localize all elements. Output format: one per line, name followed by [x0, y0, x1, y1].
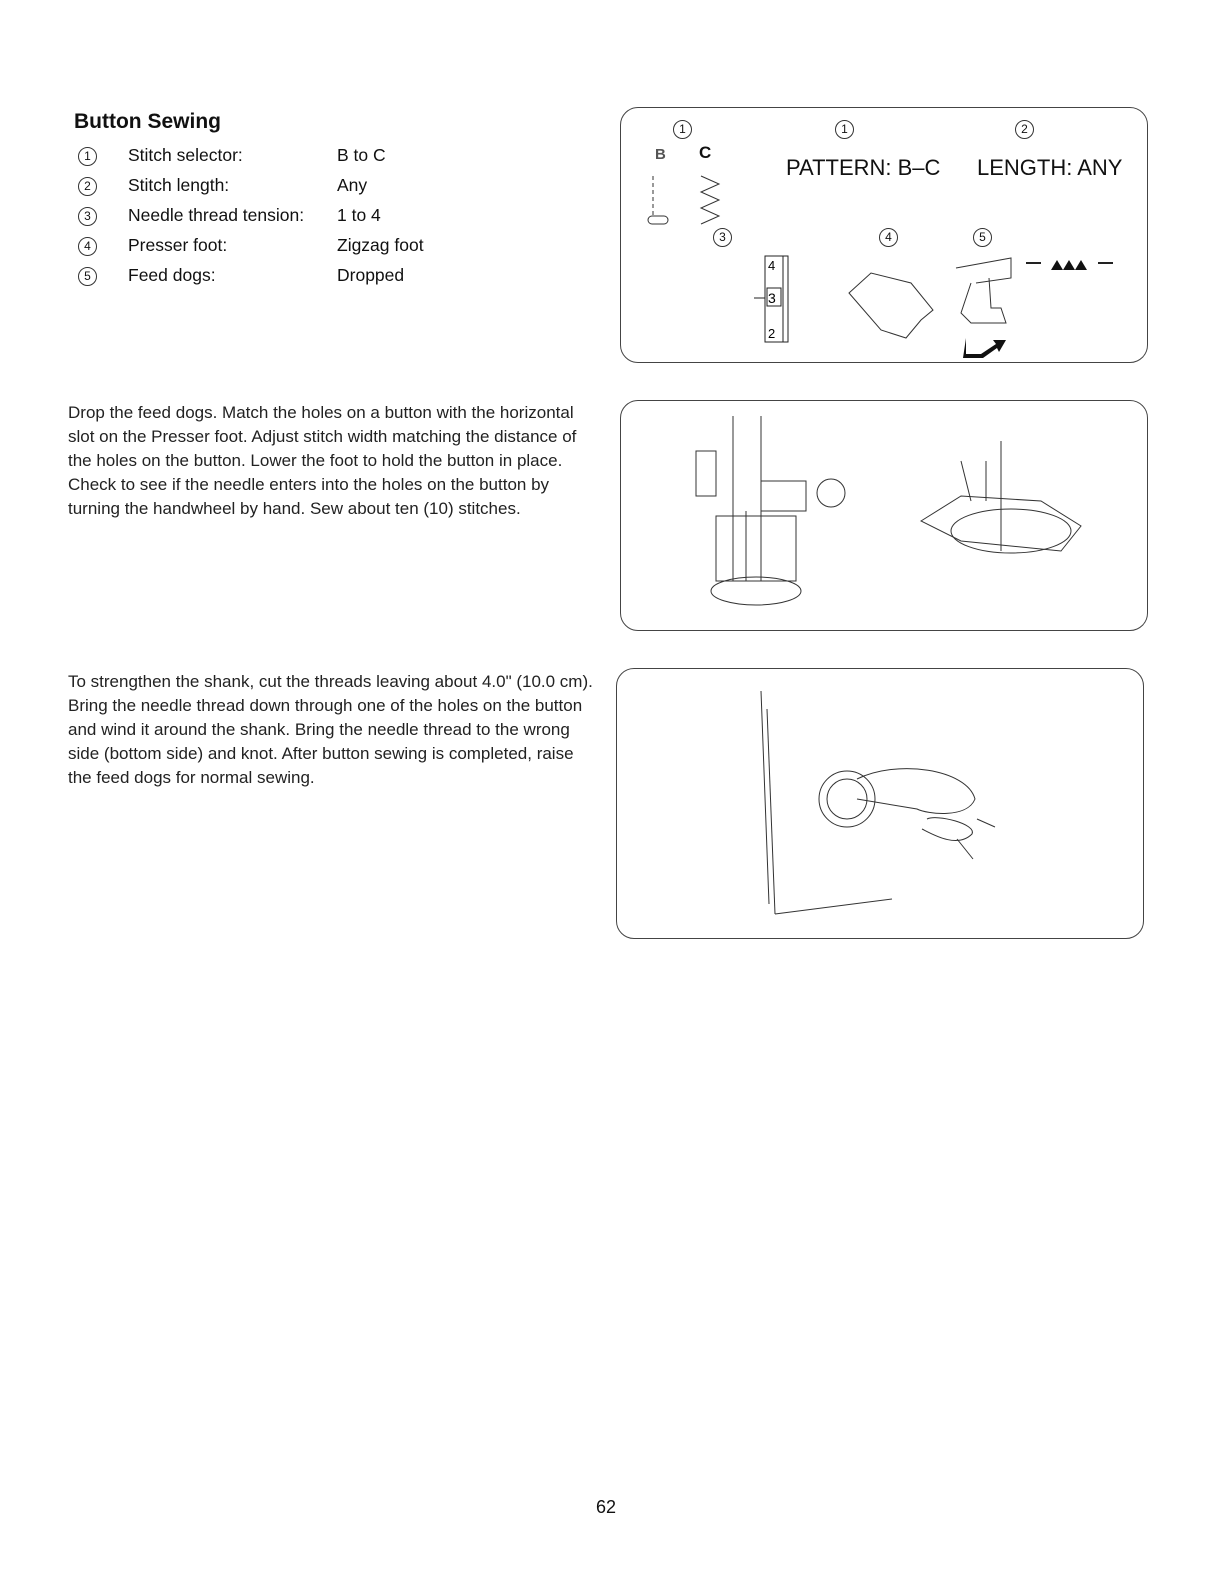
- item-number: 4: [78, 237, 97, 256]
- section-title: Button Sewing: [74, 110, 221, 133]
- item-number: 1: [835, 120, 854, 139]
- button-shank-hand-illustration: [617, 669, 1143, 938]
- setting-row: [78, 263, 405, 287]
- setting-row: [78, 173, 368, 197]
- item-number: 3: [78, 207, 97, 226]
- setting-value: 1 to 4: [337, 205, 381, 225]
- item-number: 2: [78, 177, 97, 196]
- setting-row: [78, 233, 424, 257]
- settings-diagram: [620, 107, 1148, 363]
- svg-text:2: 2: [768, 326, 776, 341]
- setting-label: Stitch length:: [128, 175, 230, 195]
- setting-label: Needle thread tension:: [128, 205, 305, 225]
- pattern-text: PATTERN: B–C: [786, 155, 941, 180]
- setting-value: Zigzag foot: [337, 235, 424, 255]
- setting-label: Feed dogs:: [128, 265, 216, 285]
- item-number: 3: [713, 228, 732, 247]
- drop-arrow-icon: [963, 338, 1006, 358]
- setting-row: [78, 203, 381, 227]
- length-text: LENGTH: ANY: [977, 155, 1123, 180]
- item-number: 1: [673, 120, 692, 139]
- svg-text:3: 3: [768, 290, 776, 306]
- setting-value: Any: [337, 175, 368, 195]
- setting-label: Stitch selector:: [128, 145, 243, 165]
- item-number: 1: [78, 147, 97, 166]
- setting-label: Presser foot:: [128, 235, 228, 255]
- presser-foot-icon: [956, 258, 1011, 323]
- page-number: 62: [596, 1497, 617, 1517]
- pattern-b-label: B: [655, 146, 666, 163]
- svg-text:4: 4: [768, 258, 776, 273]
- zigzag-stitch-icon: [701, 176, 719, 224]
- zigzag-foot-icon: [849, 273, 933, 338]
- setting-row: [78, 143, 386, 167]
- straight-stitch-icon: [648, 176, 668, 224]
- instruction-paragraph-1: Drop the feed dogs. Match the holes on a button with the horizontal slot on the Presser foot. Adjust stitch width matching the distance of the holes on the button. Lower the foot to hold the button in place. Check to see if the needle enters into the holes on the button by turning the handwheel by hand. Sew about ten (10) stitches.: [68, 403, 577, 518]
- item-number: 2: [1015, 120, 1034, 139]
- pattern-c-label: C: [699, 143, 712, 162]
- presser-foot-button-illustration: [621, 401, 1147, 630]
- item-number: 4: [879, 228, 898, 247]
- settings-illustration: [621, 108, 1147, 362]
- shank-winding-illustration: [616, 668, 1144, 939]
- item-number: 5: [78, 267, 97, 286]
- setting-value: B to C: [337, 145, 386, 165]
- instruction-paragraph-2: To strengthen the shank, cut the threads leaving about 4.0" (10.0 cm). Bring the needle thread down through one of the holes on the button and wind it around the shank. Bring the needle thread to the wrong side (bottom side) and knot. After button sewing is completed, raise the feed dogs for normal sewing.: [68, 672, 593, 787]
- button-placement-illustration: [620, 400, 1148, 631]
- item-number: 5: [973, 228, 992, 247]
- setting-value: Dropped: [337, 265, 405, 285]
- feed-dogs-dropped-icon: [1026, 260, 1113, 270]
